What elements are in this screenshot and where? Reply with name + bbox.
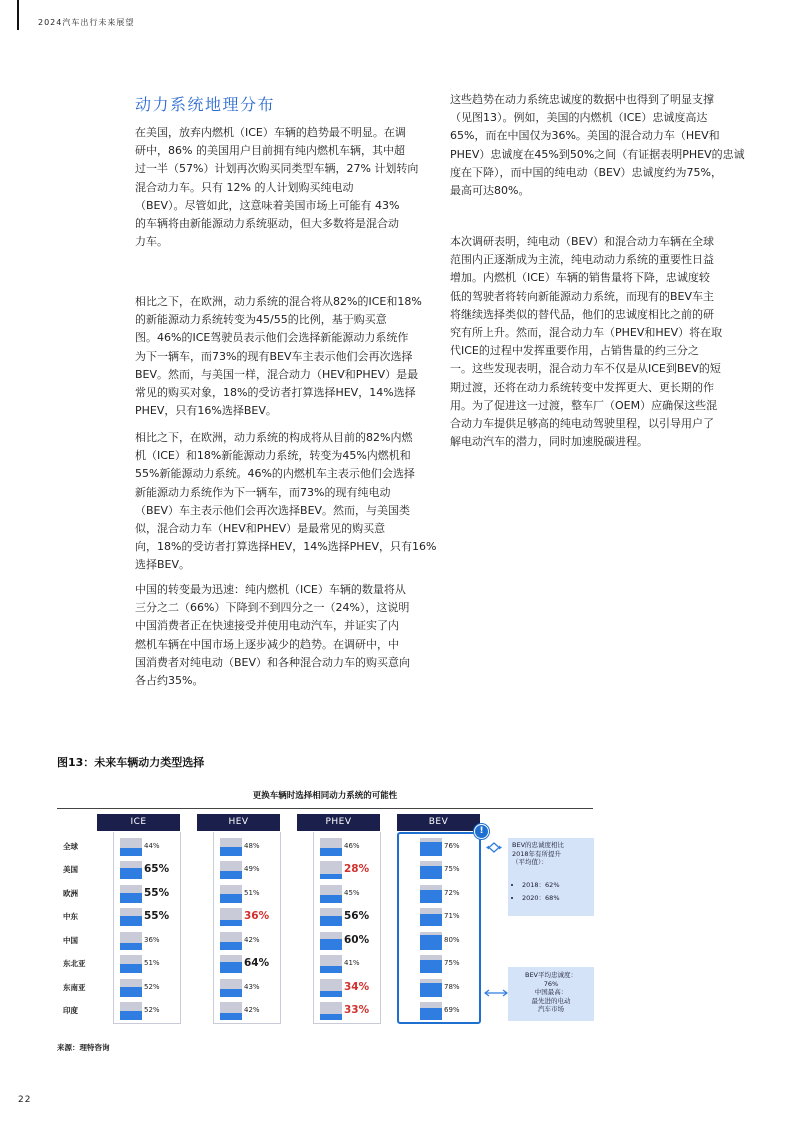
text-line: 为下一辆车，而73%的现有BEV车主表示他们会再次选择 <box>135 349 413 363</box>
note-bullets <box>512 881 590 903</box>
note-line: 中国最高： <box>534 988 568 996</box>
bar <box>320 908 342 926</box>
bar <box>320 861 342 879</box>
bar-fill <box>220 942 242 950</box>
value-label: 33% <box>344 1004 370 1017</box>
text-line: 的车辆将由新能源动力系统驱动，但大多数将是混合动 <box>135 216 399 230</box>
row-label: 东南亚 <box>63 982 86 992</box>
value-label: 48% <box>244 842 260 850</box>
text-line: 力车。 <box>135 235 168 249</box>
bar-fill <box>220 847 242 856</box>
bar <box>320 932 342 950</box>
text-line: 期过渡，还将在动力系统转变中发挥更大、更长期的作 <box>450 380 714 394</box>
value-label: 36% <box>144 935 160 944</box>
bar-fill <box>120 964 142 973</box>
bar-fill <box>320 1014 342 1020</box>
bar-fill <box>420 842 442 856</box>
figure-title: 图13：未来车辆动力类型选择 <box>57 756 205 769</box>
double-arrow-icon <box>483 988 509 998</box>
average-loyalty-note <box>508 967 594 1021</box>
value-label: 76% <box>444 842 460 850</box>
text-line: 解电动汽车的潜力，同时加速脱碳进程。 <box>450 435 648 449</box>
right-paragraph-1 <box>450 91 745 200</box>
chart-divider <box>57 808 593 809</box>
text-line: 65%，而在中国仅为36%。美国的混合动力车（HEV和 <box>450 129 720 143</box>
note-line: BEV的忠诚度相比 <box>512 841 565 849</box>
value-label: 34% <box>344 980 370 993</box>
loyalty-trend-note <box>508 838 594 916</box>
bar-fill <box>120 868 142 880</box>
value-label: 49% <box>244 865 260 874</box>
note-bullet: • 2018：62% <box>522 881 590 890</box>
text-line: 相比之下，在欧洲，动力系统的构成将从目前的82%内燃 <box>135 431 413 444</box>
text-line: 合动力车提供足够高的纯电动驾驶里程，以引导用户了 <box>450 416 714 430</box>
note-line: 76% <box>543 979 559 988</box>
text-line: 中国的转变最为迅速：纯内燃机（ICE）车辆的数量将从 <box>135 583 406 596</box>
text-line: （见图13）。例如，美国的内燃机（ICE）忠诚度高达 <box>450 111 708 125</box>
diamond-arrow-icon <box>486 842 502 853</box>
bar <box>120 1002 142 1020</box>
value-label: 75% <box>444 959 460 968</box>
row-label: 中国 <box>63 935 78 945</box>
bar-fill <box>120 916 142 926</box>
value-label: 80% <box>444 935 460 944</box>
bar <box>220 908 242 926</box>
text-line: 究有所上升。然而，混合动力车（PHEV和HEV）将在取 <box>450 325 723 339</box>
value-label: 71% <box>444 912 460 921</box>
text-line: 图。46%的ICE驾驶员表示他们会选择新能源动力系统作 <box>135 331 409 345</box>
text-line: 选择BEV。 <box>135 558 191 572</box>
value-label: 75% <box>444 865 460 874</box>
value-label: 52% <box>144 982 160 991</box>
note-bullet: • 2020：68% <box>522 894 590 903</box>
bar-fill <box>220 989 242 997</box>
text-line: PHEV）忠诚度在45%到50%之间（有证据表明PHEV的忠诚 <box>450 147 745 161</box>
text-line: 度在下降），而中国的纯电动（BEV）忠诚度约为75%， <box>450 165 722 179</box>
bar <box>320 955 342 973</box>
bar <box>320 885 342 903</box>
text-line: 新能源动力系统作为下一辆车，而73%的现有纯电动 <box>135 485 391 499</box>
bar-fill <box>420 890 442 903</box>
row-label: 中东 <box>63 912 78 922</box>
value-label: 65% <box>144 863 170 876</box>
left-paragraph-1 <box>135 124 418 251</box>
text-line: 本次调研表明，纯电动（BEV）和混合动力车辆在全球 <box>450 235 715 248</box>
bar <box>320 979 342 997</box>
bar <box>220 979 242 997</box>
value-label: 44% <box>144 842 160 850</box>
bar-fill <box>220 962 242 974</box>
note-line: 最先进的电动 <box>531 996 571 1005</box>
bar-fill <box>120 893 142 903</box>
row-label: 东北亚 <box>63 959 86 969</box>
text-line: 低的驾驶者将转向新能源动力系统，而现有的BEV车主 <box>450 289 715 303</box>
series-header: ICE <box>97 814 180 831</box>
bar <box>220 838 242 856</box>
bar-fill <box>320 966 342 973</box>
series-header: HEV <box>197 814 280 831</box>
bar-fill <box>320 895 342 903</box>
text-line: 增加。内燃机（ICE）车辆的销售量将下降，忠诚度较 <box>450 271 710 285</box>
bar-fill <box>120 987 142 996</box>
left-paragraph-3 <box>135 429 436 575</box>
info-icon: ! <box>474 824 489 839</box>
bar <box>120 885 142 903</box>
bar <box>420 932 442 950</box>
series-header: BEV <box>397 814 480 831</box>
bar <box>420 838 442 856</box>
bar-fill <box>120 1011 142 1020</box>
bar <box>420 955 442 973</box>
text-line: BEV。然而，与美国一样，混合动力（HEV和PHEV）是最 <box>135 367 419 381</box>
value-label: 28% <box>344 863 370 876</box>
bar <box>320 1002 342 1020</box>
bar-fill <box>320 939 342 950</box>
text-line: 范围内正逐渐成为主流，纯电动动力系统的重要性日益 <box>450 253 714 267</box>
bar-fill <box>320 848 342 856</box>
row-label: 美国 <box>63 865 78 875</box>
text-line: 燃机车辆在中国市场上逐步减少的趋势。在调研中，中 <box>135 637 399 651</box>
text-line: 三分之二（66%）下降到不到四分之一（24%），这说明 <box>135 601 410 615</box>
value-label: 78% <box>444 982 460 991</box>
section-heading: 动力系统地理分布 <box>135 95 276 114</box>
value-label: 43% <box>244 982 260 991</box>
series-header: PHEV <box>297 814 380 831</box>
bar-fill <box>120 848 142 856</box>
bar-fill <box>320 874 342 879</box>
bar <box>120 955 142 973</box>
note-line: BEV平均忠诚度： <box>524 971 577 979</box>
page-number: 22 <box>18 1095 32 1105</box>
bar <box>120 979 142 997</box>
text-line: 最高可达80%。 <box>450 183 530 197</box>
text-line: 在美国，放弃内燃机（ICE）车辆的趋势最不明显。在调 <box>135 126 406 139</box>
text-line: 混合动力车。只有 12% 的人计划购买纯电动 <box>135 180 354 194</box>
bar <box>420 861 442 879</box>
bar <box>320 838 342 856</box>
text-line: 似，混合动力车（HEV和PHEV）是最常见的购买意 <box>135 521 386 535</box>
text-line: PHEV，只有16%选择BEV。 <box>135 404 277 418</box>
text-line: 向，18%的受访者打算选择HEV，14%选择PHEV，只有16% <box>135 540 437 554</box>
bar-fill <box>420 914 442 927</box>
header-rule <box>17 0 19 30</box>
bar-fill <box>420 960 442 974</box>
source-note: 来源：理特咨询 <box>57 1043 110 1052</box>
text-line: 一。这些发现表明，混合动力车不仅是从ICE到BEV的短 <box>450 362 721 376</box>
text-line: 将继续选择类似的替代品，他们的忠诚度相比之前的研 <box>450 307 714 321</box>
text-line: 过一半（57%）计划再次购买同类型车辆，27% 计划转向 <box>135 162 419 176</box>
value-label: 51% <box>144 959 160 968</box>
bar-fill <box>220 1013 242 1021</box>
value-label: 56% <box>344 910 370 923</box>
value-label: 36% <box>244 910 270 923</box>
value-label: 46% <box>344 842 360 850</box>
bar <box>220 932 242 950</box>
value-label: 72% <box>444 888 460 897</box>
text-line: 的新能源动力系统转变为45/55的比例，基于购买意 <box>135 313 387 327</box>
text-line: 机（ICE）和18%新能源动力系统，转变为45%内燃机和 <box>135 449 411 463</box>
bar-fill <box>420 983 442 997</box>
left-paragraph-4 <box>135 581 410 690</box>
value-label: 52% <box>144 1006 160 1015</box>
value-label: 42% <box>244 1006 260 1015</box>
note-line: 2018年有所提升 <box>512 849 562 858</box>
value-label: 45% <box>344 888 360 897</box>
bar-fill <box>220 894 242 903</box>
note-line: 汽车市场 <box>538 1005 564 1013</box>
value-label: 64% <box>244 957 270 970</box>
text-line: 研中，86% 的美国用户目前拥有纯内燃机车辆，其中超 <box>135 144 405 158</box>
text-line: 各占约35%。 <box>135 673 204 687</box>
text-line: 相比之下，在欧洲，动力系统的混合将从82%的ICE和18% <box>135 295 422 308</box>
bar-fill <box>220 920 242 926</box>
row-label: 全球 <box>63 842 78 851</box>
bar-fill <box>220 871 242 880</box>
chart-title: 更换车辆时选择相同动力系统的可能性 <box>252 791 398 801</box>
bar <box>420 1002 442 1020</box>
bar <box>120 932 142 950</box>
bar-fill <box>320 916 342 926</box>
bar <box>420 979 442 997</box>
value-label: 55% <box>144 910 170 923</box>
bar-fill <box>420 935 442 949</box>
bar <box>420 908 442 926</box>
left-paragraph-2 <box>135 293 422 420</box>
note-line: （平均值）： <box>512 858 548 866</box>
value-label: 60% <box>344 933 370 946</box>
bar-fill <box>420 866 442 880</box>
bar <box>220 885 242 903</box>
text-line: 国消费者对纯电动（BEV）和各种混合动力车的购买意向 <box>135 655 411 669</box>
text-line: （BEV）。尽管如此，这意味着美国市场上可能有 43% <box>135 198 400 212</box>
bar-fill <box>420 1008 442 1020</box>
row-label: 印度 <box>63 1006 78 1016</box>
value-label: 69% <box>444 1006 460 1015</box>
right-paragraph-2 <box>450 233 722 451</box>
row-label: 欧洲 <box>63 888 78 898</box>
bar <box>120 861 142 879</box>
value-label: 51% <box>244 888 260 897</box>
bar <box>220 955 242 973</box>
value-label: 42% <box>244 935 260 944</box>
document-title: 2024汽车出行未来展望 <box>38 18 135 27</box>
value-label: 55% <box>144 886 170 899</box>
bar-fill <box>320 991 342 997</box>
text-line: 用。为了促进这一过渡，整车厂（OEM）应确保这些混 <box>450 398 718 412</box>
value-label: 41% <box>344 959 360 968</box>
bar <box>120 838 142 856</box>
text-line: （BEV）车主表示他们会再次选择BEV。然而，与美国类 <box>135 503 411 517</box>
bar <box>220 1002 242 1020</box>
text-line: 中国消费者正在快速接受并使用电动汽车，并证实了内 <box>135 619 399 633</box>
text-line: 代ICE的过程中发挥重要作用，占销售量的约三分之 <box>450 344 699 358</box>
bar <box>120 908 142 926</box>
text-line: 55%新能源动力系统。46%的内燃机车主表示他们会选择 <box>135 467 415 481</box>
bar <box>420 885 442 903</box>
bar <box>220 861 242 879</box>
bar-fill <box>120 943 142 949</box>
text-line: 这些趋势在动力系统忠诚度的数据中也得到了明显支撑 <box>450 93 714 106</box>
text-line: 常见的购买对象，18%的受访者打算选择HEV，14%选择 <box>135 385 416 399</box>
